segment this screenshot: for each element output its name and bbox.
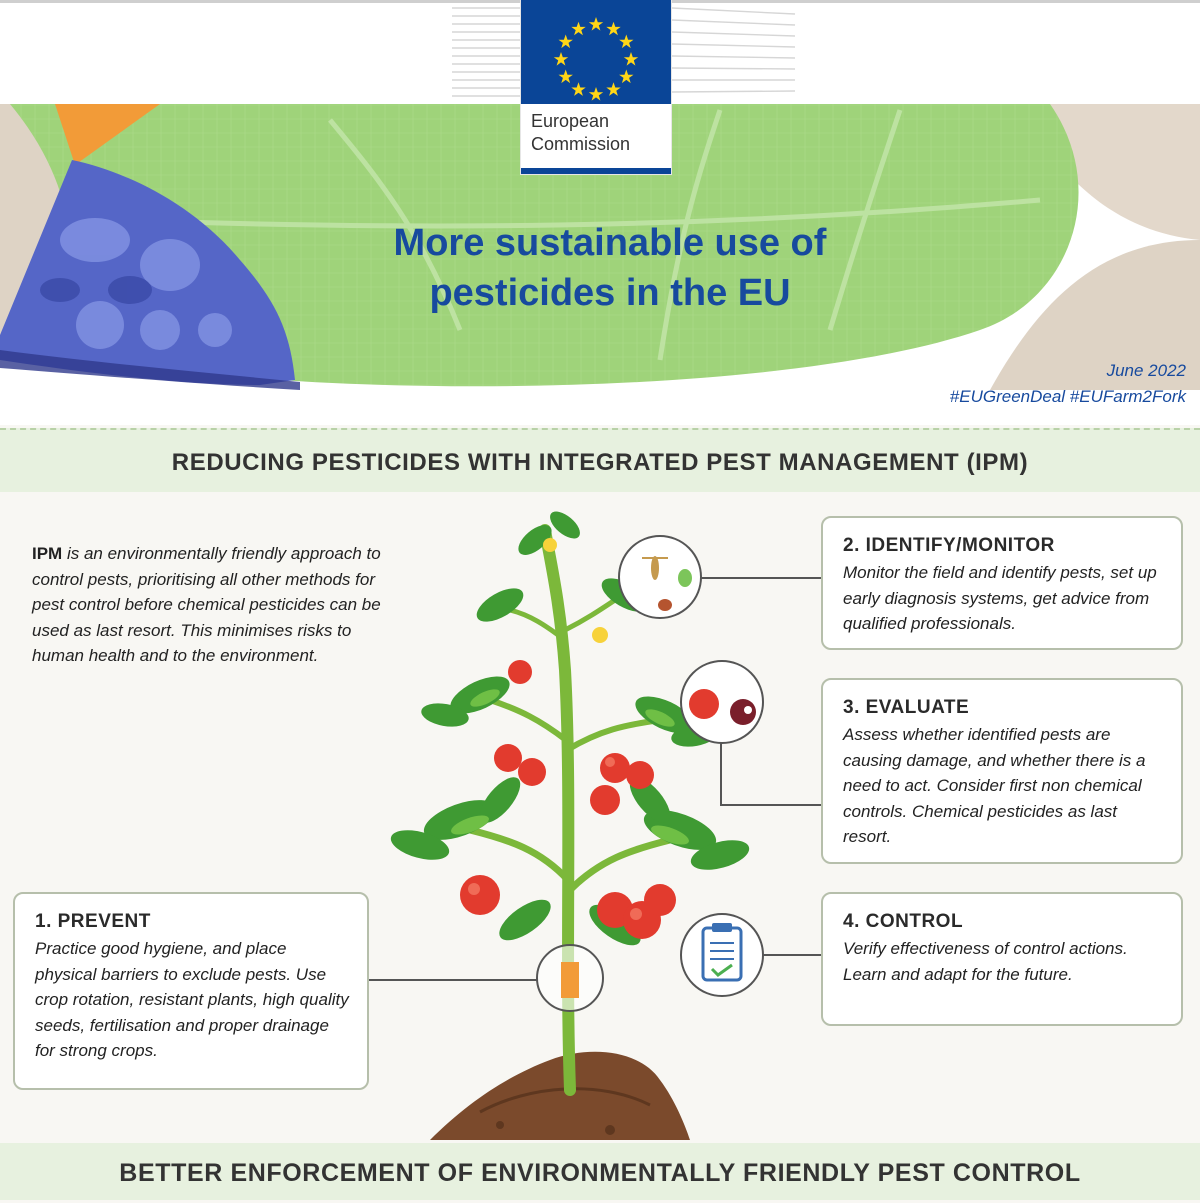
step-control xyxy=(821,892,1183,1026)
ipm-intro-text: is an environmentally friendly approach to control pests, prioritising all other methods for pest control before chemical pesticides can be used as last resort. This minimises risks to human health and to the environment. xyxy=(32,544,381,665)
step-text: Verify effectiveness of control actions. Learn and adapt for the future. xyxy=(843,939,1128,984)
page-title xyxy=(330,218,890,318)
pests-icon xyxy=(619,536,701,618)
publication-date: June 2022 xyxy=(1106,361,1186,380)
ipm-section-heading: REDUCING PESTICIDES WITH INTEGRATED PEST MANAGEMENT (IPM) xyxy=(0,428,1200,492)
logo-underline xyxy=(521,168,671,174)
page-title-line1: More sustainable use of xyxy=(393,222,827,264)
step-title: 2. IDENTIFY/MONITOR xyxy=(843,535,1055,556)
hashtags: #EUGreenDeal #EUFarm2Fork xyxy=(949,387,1186,406)
step-text: Assess whether identified pests are causing damage, and whether there is a need to act. Consider first non chemical controls. Chemical pesticides as last resort. xyxy=(843,725,1146,846)
step-title: 3. EVALUATE xyxy=(843,697,970,718)
eu-flag-icon xyxy=(521,0,671,104)
clipboard-check-icon xyxy=(681,914,763,996)
step-evaluate xyxy=(821,678,1183,864)
step-text: Practice good hygiene, and place physical barriers to exclude pests. Use crop rotation, resistant plants, high quality seeds, fertilisation and proper drainage for strong crops. xyxy=(35,939,349,1060)
stem-barrier-icon xyxy=(537,945,603,1011)
logo-text-line2: Commission xyxy=(531,134,631,154)
soil-mound xyxy=(430,1052,690,1140)
step-title: 4. CONTROL xyxy=(843,911,964,932)
step-text: Monitor the field and identify pests, set up early diagnosis systems, get advice from qualified professionals. xyxy=(843,563,1157,633)
step-identify-monitor xyxy=(821,516,1183,650)
enforcement-section-heading: BETTER ENFORCEMENT OF ENVIRONMENTALLY FRIENDLY PEST CONTROL xyxy=(0,1143,1200,1200)
damaged-fruit-icon xyxy=(681,661,763,743)
european-commission-logo xyxy=(521,0,671,174)
logo-text-line1: European xyxy=(531,111,610,131)
header-banner xyxy=(0,0,1200,425)
logo-text xyxy=(531,110,661,156)
step-prevent xyxy=(13,892,369,1090)
ipm-intro-bold: IPM xyxy=(32,544,63,563)
ipm-intro xyxy=(32,541,392,669)
tomato-plant-illustration xyxy=(360,500,840,1145)
page-title-line2: pesticides in the EU xyxy=(429,272,791,314)
step-title: 1. PREVENT xyxy=(35,911,151,932)
